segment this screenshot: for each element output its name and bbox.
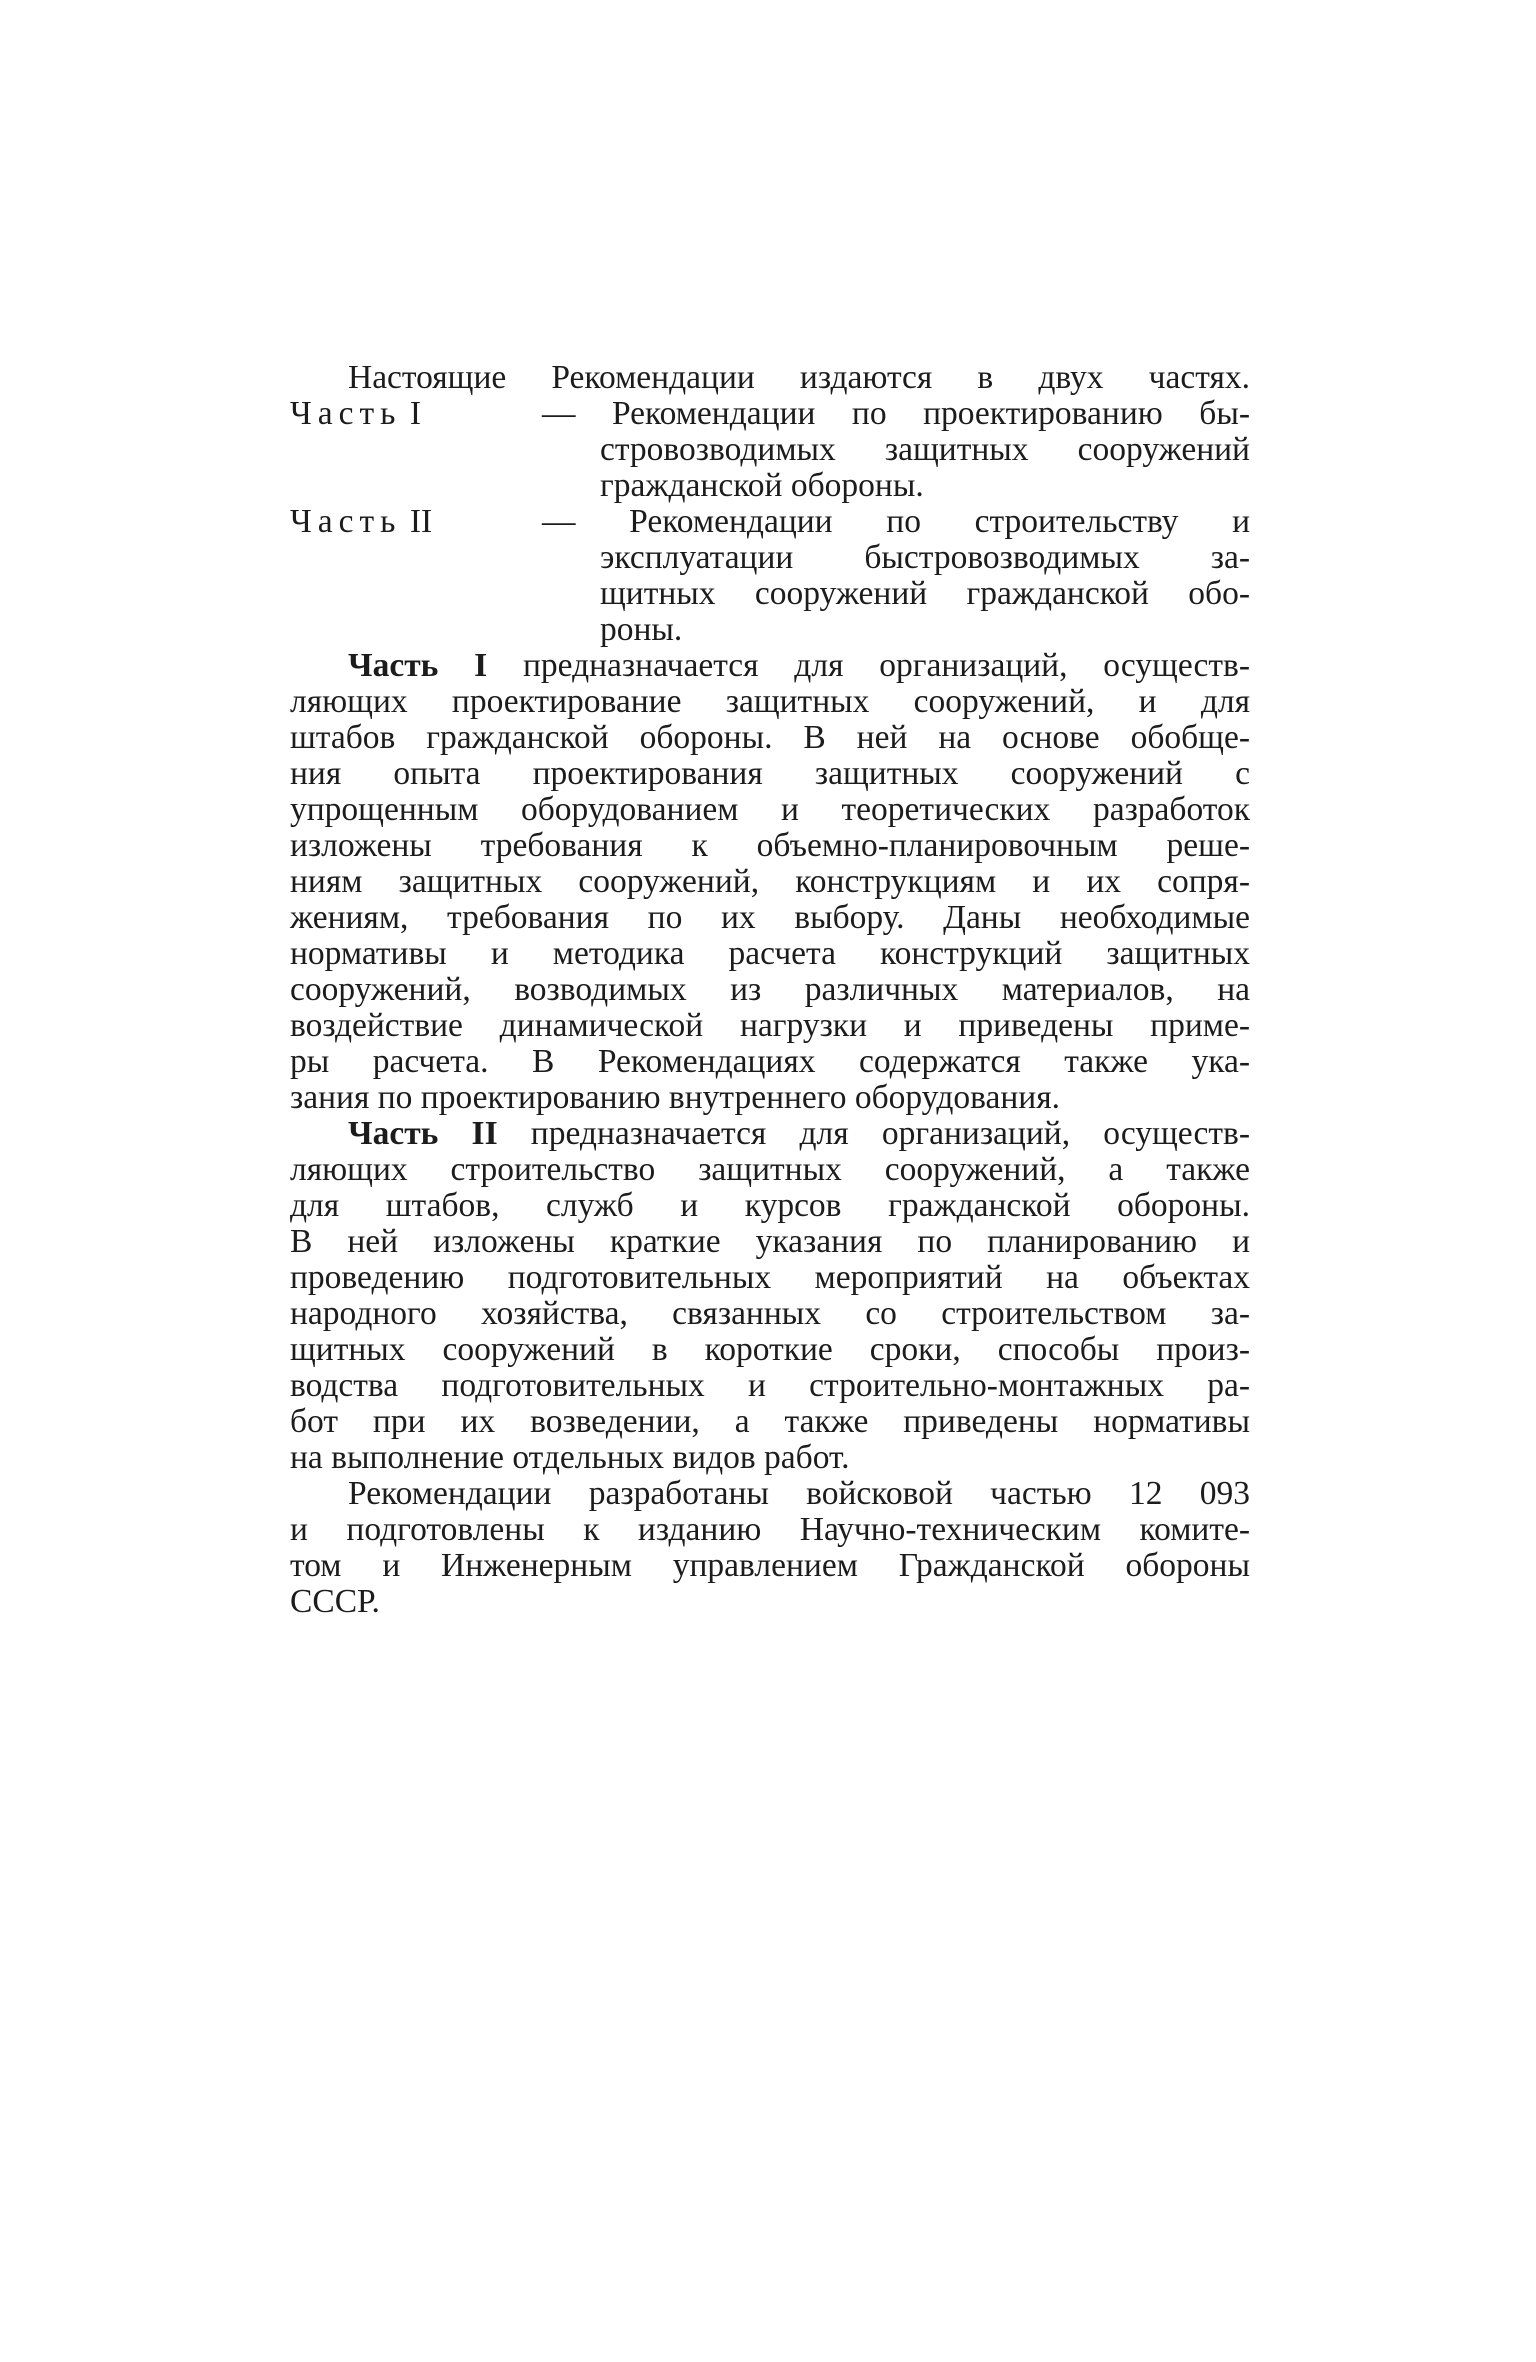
paragraph-line: проведению подготовительных мероприятий на объектах [290,1259,1250,1296]
paragraph-line: и подготовлены к изданию Научно-техническим комите- [290,1511,1250,1548]
part-2-line: роны. [600,611,683,648]
paragraph-line: Часть I предназначается для организаций, осуществ- [348,647,1251,684]
paragraph-line: Часть II предназначается для организаций, осуществ- [348,1115,1250,1152]
part-1-line: — Рекомендации по проектированию бы- [542,395,1250,432]
paragraph-lead-bold: Часть II [348,1115,498,1152]
paragraph-line: том и Инженерным управлением Гражданской обороны [290,1547,1250,1584]
part-2-line: — Рекомендации по строительству и [542,503,1250,540]
paragraph-line: В ней изложены краткие указания по планированию и [290,1223,1250,1260]
paragraph-line: штабов гражданской обороны. В ней на основе обобще- [290,719,1250,756]
paragraph-line: нормативы и методика расчета конструкций защитных [290,935,1250,972]
paragraph-lead-bold: Часть I [348,647,488,684]
paragraph-line: ниям защитных сооружений, конструкциям и их сопря- [290,863,1250,900]
paragraph-line: водства подготовительных и строительно-монтажных ра- [290,1367,1250,1404]
part-2-line: щитных сооружений гражданской обо- [600,575,1250,612]
paragraph-line: сооружений, возводимых из различных материалов, на [290,971,1250,1008]
paragraph-line: Рекомендации разработаны войсковой частью 12 093 [348,1475,1250,1512]
paragraph-line: народного хозяйства, связанных со строительством за- [290,1295,1250,1332]
paragraph-line: жениям, требования по их выбору. Даны необходимые [290,899,1250,936]
intro-line: Настоящие Рекомендации издаются в двух частях. [348,359,1250,396]
paragraph-line: изложены требования к объемно-планировочным реше- [290,827,1250,864]
paragraph-line: ляющих проектирование защитных сооружений, и для [290,683,1250,720]
paragraph-part-2 [290,1116,1250,1476]
paragraph-part-1 [290,648,1250,1116]
paragraph-line: воздействие динамической нагрузки и приведены приме- [290,1007,1250,1044]
paragraph-line: щитных сооружений в короткие сроки, способы произ- [290,1331,1250,1368]
paragraph-line: бот при их возведении, а также приведены нормативы [290,1403,1250,1440]
part-2-line: эксплуатации быстровозводимых за- [600,539,1250,576]
part-1-entry [290,396,1250,504]
part-2-description [542,504,1250,648]
paragraph-line: ры расчета. В Рекомендациях содержатся также ука- [290,1043,1250,1080]
part-1-line: гражданской обороны. [600,467,924,504]
document-page [290,360,1250,1620]
paragraph-line: зания по проектированию внутреннего оборудования. [290,1079,1060,1116]
part-1-description [542,396,1250,504]
paragraph-line: СССР. [290,1583,380,1620]
paragraph-line: для штабов, служб и курсов гражданской обороны. [290,1187,1250,1224]
paragraph-line: на выполнение отдельных видов работ. [290,1439,850,1476]
paragraph-line: ляющих строительство защитных сооружений, а также [290,1151,1250,1188]
part-2-entry [290,504,1250,648]
paragraph-credits [290,1476,1250,1620]
paragraph-line: упрощенным оборудованием и теоретических разработок [290,791,1250,828]
part-1-line: стровозводимых защитных сооружений [600,431,1250,468]
paragraph-line: ния опыта проектирования защитных сооружений с [290,755,1250,792]
part-2-label: Часть II [290,503,433,540]
part-1-label: Часть I [290,395,421,432]
